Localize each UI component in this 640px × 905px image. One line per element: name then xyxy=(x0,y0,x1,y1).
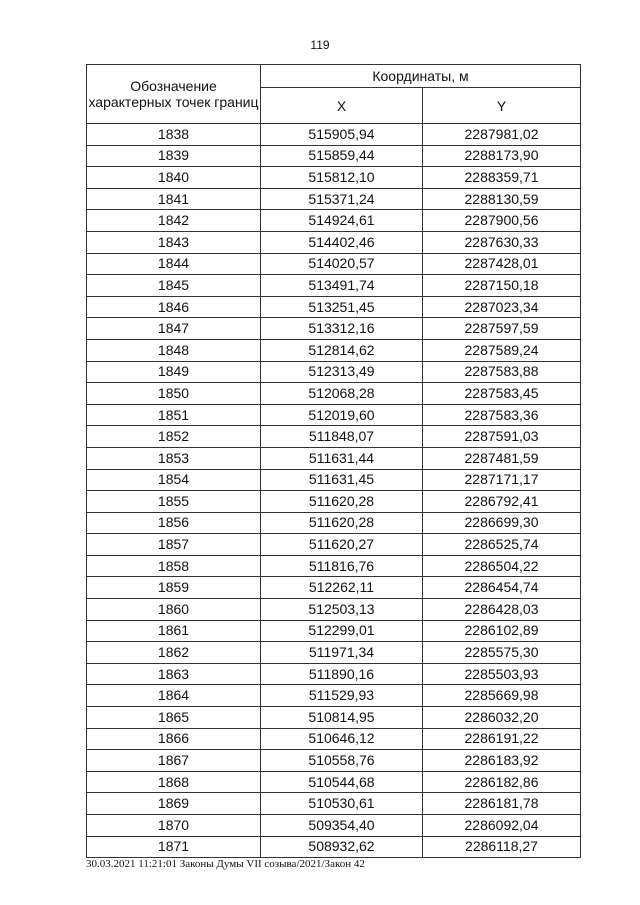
y-coordinate-cell: 2287591,03 xyxy=(423,426,581,448)
y-coordinate-cell: 2285575,30 xyxy=(423,642,581,664)
x-coordinate-cell: 515812,10 xyxy=(261,167,423,189)
table-row xyxy=(87,836,581,858)
x-coordinate-cell: 509354,40 xyxy=(261,815,423,837)
table-row xyxy=(87,167,581,189)
table-row xyxy=(87,188,581,210)
table-row xyxy=(87,750,581,772)
y-coordinate-cell: 2286699,30 xyxy=(423,512,581,534)
y-coordinate-cell: 2286525,74 xyxy=(423,534,581,556)
table-row xyxy=(87,512,581,534)
point-id-cell: 1841 xyxy=(87,188,261,210)
y-coordinate-cell: 2285503,93 xyxy=(423,663,581,685)
table-row xyxy=(87,793,581,815)
point-id-cell: 1855 xyxy=(87,491,261,513)
y-coordinate-cell: 2287023,34 xyxy=(423,296,581,318)
table-row xyxy=(87,339,581,361)
x-coordinate-cell: 513312,16 xyxy=(261,318,423,340)
y-coordinate-cell: 2287900,56 xyxy=(423,210,581,232)
x-coordinate-cell: 512019,60 xyxy=(261,404,423,426)
x-coordinate-cell: 513491,74 xyxy=(261,275,423,297)
header-y: Y xyxy=(423,88,581,124)
point-id-cell: 1859 xyxy=(87,577,261,599)
y-coordinate-cell: 2287583,45 xyxy=(423,383,581,405)
y-coordinate-cell: 2286504,22 xyxy=(423,555,581,577)
table-row xyxy=(87,642,581,664)
x-coordinate-cell: 515371,24 xyxy=(261,188,423,210)
table-row xyxy=(87,404,581,426)
table-row xyxy=(87,124,581,146)
y-coordinate-cell: 2285669,98 xyxy=(423,685,581,707)
point-id-cell: 1843 xyxy=(87,231,261,253)
table-row xyxy=(87,383,581,405)
table-row xyxy=(87,469,581,491)
y-coordinate-cell: 2286181,78 xyxy=(423,793,581,815)
x-coordinate-cell: 511971,34 xyxy=(261,642,423,664)
table-row xyxy=(87,361,581,383)
point-id-cell: 1856 xyxy=(87,512,261,534)
table-row xyxy=(87,447,581,469)
table-row xyxy=(87,685,581,707)
table-row xyxy=(87,620,581,642)
y-coordinate-cell: 2286102,89 xyxy=(423,620,581,642)
x-coordinate-cell: 510814,95 xyxy=(261,707,423,729)
y-coordinate-cell: 2286032,20 xyxy=(423,707,581,729)
page-number: 119 xyxy=(310,38,330,52)
y-coordinate-cell: 2288359,71 xyxy=(423,167,581,189)
y-coordinate-cell: 2287583,36 xyxy=(423,404,581,426)
point-id-cell: 1868 xyxy=(87,771,261,793)
table-row xyxy=(87,577,581,599)
x-coordinate-cell: 511631,45 xyxy=(261,469,423,491)
table-row xyxy=(87,534,581,556)
x-coordinate-cell: 515905,94 xyxy=(261,124,423,146)
y-coordinate-cell: 2287597,59 xyxy=(423,318,581,340)
y-coordinate-cell: 2287428,01 xyxy=(423,253,581,275)
point-id-cell: 1858 xyxy=(87,555,261,577)
x-coordinate-cell: 512313,49 xyxy=(261,361,423,383)
point-id-cell: 1867 xyxy=(87,750,261,772)
document-footer: 30.03.2021 11:21:01 Законы Думы VII созыва/2021/Закон 42 xyxy=(86,858,365,870)
point-id-cell: 1851 xyxy=(87,404,261,426)
x-coordinate-cell: 513251,45 xyxy=(261,296,423,318)
point-id-cell: 1852 xyxy=(87,426,261,448)
y-coordinate-cell: 2288173,90 xyxy=(423,145,581,167)
point-id-cell: 1871 xyxy=(87,836,261,858)
x-coordinate-cell: 511816,76 xyxy=(261,555,423,577)
point-id-cell: 1857 xyxy=(87,534,261,556)
table-row xyxy=(87,426,581,448)
x-coordinate-cell: 510530,61 xyxy=(261,793,423,815)
table-row xyxy=(87,318,581,340)
y-coordinate-cell: 2286454,74 xyxy=(423,577,581,599)
point-id-cell: 1844 xyxy=(87,253,261,275)
header-coordinates: Координаты, м xyxy=(261,65,581,88)
point-id-cell: 1845 xyxy=(87,275,261,297)
table-row xyxy=(87,145,581,167)
y-coordinate-cell: 2287589,24 xyxy=(423,339,581,361)
header-x: X xyxy=(261,88,423,124)
point-id-cell: 1860 xyxy=(87,599,261,621)
table-row xyxy=(87,728,581,750)
y-coordinate-cell: 2286118,27 xyxy=(423,836,581,858)
point-id-cell: 1854 xyxy=(87,469,261,491)
y-coordinate-cell: 2286183,92 xyxy=(423,750,581,772)
point-id-cell: 1847 xyxy=(87,318,261,340)
x-coordinate-cell: 508932,62 xyxy=(261,836,423,858)
x-coordinate-cell: 511620,28 xyxy=(261,491,423,513)
y-coordinate-cell: 2287171,17 xyxy=(423,469,581,491)
x-coordinate-cell: 511529,93 xyxy=(261,685,423,707)
y-coordinate-cell: 2287150,18 xyxy=(423,275,581,297)
point-id-cell: 1863 xyxy=(87,663,261,685)
point-id-cell: 1864 xyxy=(87,685,261,707)
point-id-cell: 1866 xyxy=(87,728,261,750)
point-id-cell: 1865 xyxy=(87,707,261,729)
y-coordinate-cell: 2286182,86 xyxy=(423,771,581,793)
x-coordinate-cell: 511890,16 xyxy=(261,663,423,685)
table-row xyxy=(87,231,581,253)
x-coordinate-cell: 511620,28 xyxy=(261,512,423,534)
coordinates-table xyxy=(86,64,581,858)
point-id-cell: 1853 xyxy=(87,447,261,469)
x-coordinate-cell: 510544,68 xyxy=(261,771,423,793)
x-coordinate-cell: 515859,44 xyxy=(261,145,423,167)
table-row xyxy=(87,275,581,297)
point-id-cell: 1869 xyxy=(87,793,261,815)
table-row xyxy=(87,663,581,685)
y-coordinate-cell: 2287583,88 xyxy=(423,361,581,383)
table-row xyxy=(87,599,581,621)
x-coordinate-cell: 514402,46 xyxy=(261,231,423,253)
y-coordinate-cell: 2287981,02 xyxy=(423,124,581,146)
y-coordinate-cell: 2286792,41 xyxy=(423,491,581,513)
y-coordinate-cell: 2288130,59 xyxy=(423,188,581,210)
table-row xyxy=(87,555,581,577)
x-coordinate-cell: 511631,44 xyxy=(261,447,423,469)
point-id-cell: 1839 xyxy=(87,145,261,167)
table-row xyxy=(87,815,581,837)
table-body xyxy=(87,124,581,858)
point-id-cell: 1842 xyxy=(87,210,261,232)
point-id-cell: 1846 xyxy=(87,296,261,318)
x-coordinate-cell: 512068,28 xyxy=(261,383,423,405)
x-coordinate-cell: 512503,13 xyxy=(261,599,423,621)
point-id-cell: 1849 xyxy=(87,361,261,383)
point-id-cell: 1850 xyxy=(87,383,261,405)
table-row xyxy=(87,707,581,729)
y-coordinate-cell: 2287481,59 xyxy=(423,447,581,469)
y-coordinate-cell: 2286428,03 xyxy=(423,599,581,621)
table-row xyxy=(87,296,581,318)
table-row xyxy=(87,491,581,513)
x-coordinate-cell: 511620,27 xyxy=(261,534,423,556)
header-point-designation: Обозначение характерных точек границ xyxy=(87,65,261,124)
x-coordinate-cell: 510558,76 xyxy=(261,750,423,772)
y-coordinate-cell: 2287630,33 xyxy=(423,231,581,253)
point-id-cell: 1838 xyxy=(87,124,261,146)
x-coordinate-cell: 514924,61 xyxy=(261,210,423,232)
x-coordinate-cell: 511848,07 xyxy=(261,426,423,448)
x-coordinate-cell: 514020,57 xyxy=(261,253,423,275)
table-row xyxy=(87,771,581,793)
point-id-cell: 1848 xyxy=(87,339,261,361)
point-id-cell: 1870 xyxy=(87,815,261,837)
x-coordinate-cell: 512262,11 xyxy=(261,577,423,599)
y-coordinate-cell: 2286092,04 xyxy=(423,815,581,837)
y-coordinate-cell: 2286191,22 xyxy=(423,728,581,750)
x-coordinate-cell: 510646,12 xyxy=(261,728,423,750)
point-id-cell: 1861 xyxy=(87,620,261,642)
x-coordinate-cell: 512814,62 xyxy=(261,339,423,361)
point-id-cell: 1862 xyxy=(87,642,261,664)
table-header xyxy=(87,65,581,124)
table-row xyxy=(87,253,581,275)
table-row xyxy=(87,210,581,232)
x-coordinate-cell: 512299,01 xyxy=(261,620,423,642)
point-id-cell: 1840 xyxy=(87,167,261,189)
